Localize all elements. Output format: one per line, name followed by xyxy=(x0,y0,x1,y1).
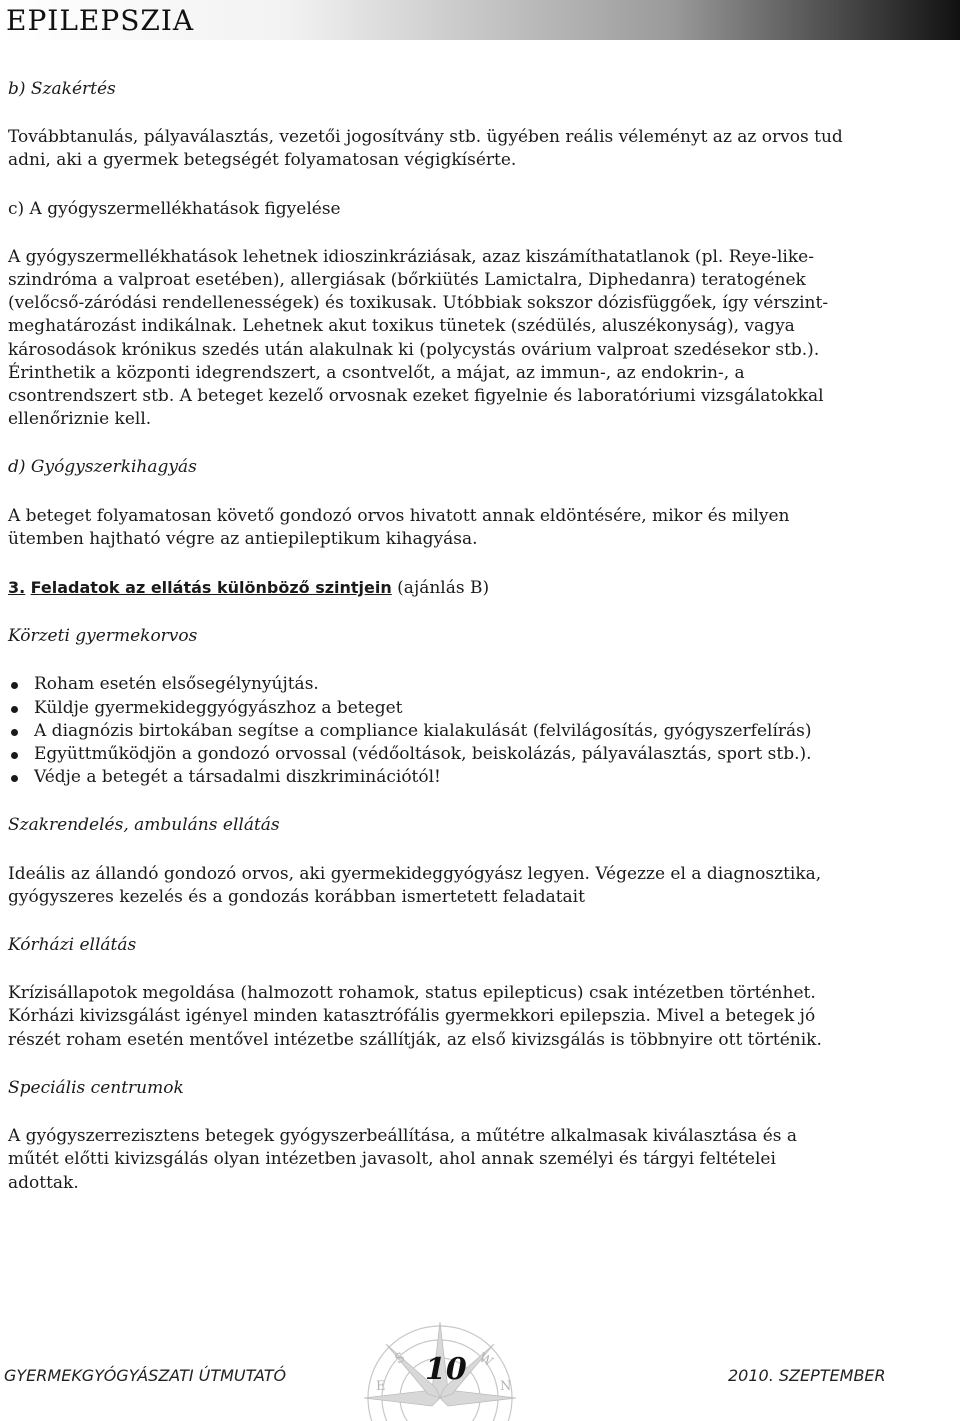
section-b-text: Továbbtanulás, pályaválasztás, vezetői jogosítvány stb. ügyében reális véleményt az az orvos tud adni, aki a gyermek betegségét folyamatosan végigkísérte. xyxy=(8,127,843,171)
bullet-icon xyxy=(11,775,18,782)
section-c-text: A gyógyszermellékhatások lehetnek idioszinkráziásak, azaz kiszámíthatatlanok (pl. Reye-like-szindróma a valproat esetében), allergiásak (bőrkiütés Lamictalra, Diphedanra) teratogének (velőcső-záródási rendellenességek) és toxikusak. Utóbbiak sokszor dózisfüggőek, így vérszint-meghatározást indikálnak. Lehetnek akut toxikus tünetek (szédülés, aluszékonyság), vagya károsodások krónikus szedés után alakulnak ki (polycystás ovárium valproat szedésekor stb.). Érinthetik a központi idegrendszert, a csontvelőt, a májat, az immun-, az endokrin-, a csontrendszert stb. A beteget kezelő orvosnak ezeket figyelnie és laboratóriumi vizsgálatokkal ellenőriznie kell. xyxy=(8,246,829,430)
page-footer xyxy=(0,1340,960,1421)
list-item: Roham esetén elsősegélynyújtás. xyxy=(8,673,844,696)
specialis-heading: Speciális centrumok xyxy=(8,1077,184,1098)
korzeti-heading: Körzeti gyermekorvos xyxy=(8,626,198,647)
korzeti-list xyxy=(8,673,844,789)
bullet-icon xyxy=(11,682,18,689)
page-number: 10 xyxy=(425,1352,467,1387)
szakrendeles-heading: Szakrendelés, ambuláns ellátás xyxy=(8,815,280,836)
main-heading xyxy=(8,576,844,600)
szakrendeles-text: Ideális az állandó gondozó orvos, aki gyermekideggyógyász legyen. Végezze el a diagnosztika, gyógyszeres kezelés és a gondozás korábban ismertetett feladatait xyxy=(8,863,822,907)
compass-letter: S xyxy=(392,1350,408,1368)
list-item: Küldje gyermekideggyógyászhoz a beteget xyxy=(8,697,844,720)
korhazi-heading: Kórházi ellátás xyxy=(8,935,137,956)
section-d-heading: d) Gyógyszerkihagyás xyxy=(8,457,197,478)
specialis-text: A gyógyszerrezisztens betegek gyógyszerbeállítása, a műtétre alkalmasak kiválasztása és a műtét előtti kivizsgálás olyan intézetben javasolt, ahol annak személyi és tárgyi feltételei adottak. xyxy=(8,1126,798,1193)
page-title: EPILEPSZIA xyxy=(6,4,195,37)
section-b-heading: b) Szakértés xyxy=(8,79,116,99)
korhazi-text: Krízisállapotok megoldása (halmozott rohamok, status epilepticus) csak intézetben történhet. Kórházi kivizsgálást igényel minden katasztrófális gyermekkori epilepszia. Mivel a betegek jó részét roham esetén mentővel intézetbe szállítják, az első kivizsgálás is többnyire ott történik. xyxy=(8,983,822,1050)
footer-date: 2010. SZEPTEMBER xyxy=(728,1366,886,1385)
main-heading-suffix: (ajánlás B) xyxy=(397,578,490,599)
compass-letter: W xyxy=(476,1350,496,1371)
compass-letter: E xyxy=(376,1379,386,1394)
footer-publication-title: GYERMEKGYÓGYÁSZATI ÚTMUTATÓ xyxy=(4,1366,287,1385)
main-heading-number: 3. xyxy=(8,578,26,598)
list-item: Védje a betegét a társadalmi diszkriminációtól! xyxy=(8,766,844,789)
document-body xyxy=(8,78,844,1195)
bullet-icon xyxy=(11,706,18,713)
compass-letter: N xyxy=(500,1379,512,1394)
section-d-text: A beteget folyamatosan követő gondozó orvos hivatott annak eldöntésére, mikor és milyen ütemben hajtható végre az antiepileptikum kihagyása. xyxy=(8,505,790,549)
list-item: A diagnózis birtokában segítse a compliance kialakulását (felvilágosítás, gyógyszerfelírás) xyxy=(8,720,844,743)
main-heading-title: Feladatok az ellátás különböző szintjein xyxy=(30,578,392,598)
section-c-heading: c) A gyógyszermellékhatások figyelése xyxy=(8,198,341,219)
bullet-icon xyxy=(11,729,18,736)
list-item: Együttműködjön a gondozó orvossal (védőoltások, beiskolázás, pályaválasztás, sport stb.). xyxy=(8,743,844,766)
bullet-icon xyxy=(11,752,18,759)
